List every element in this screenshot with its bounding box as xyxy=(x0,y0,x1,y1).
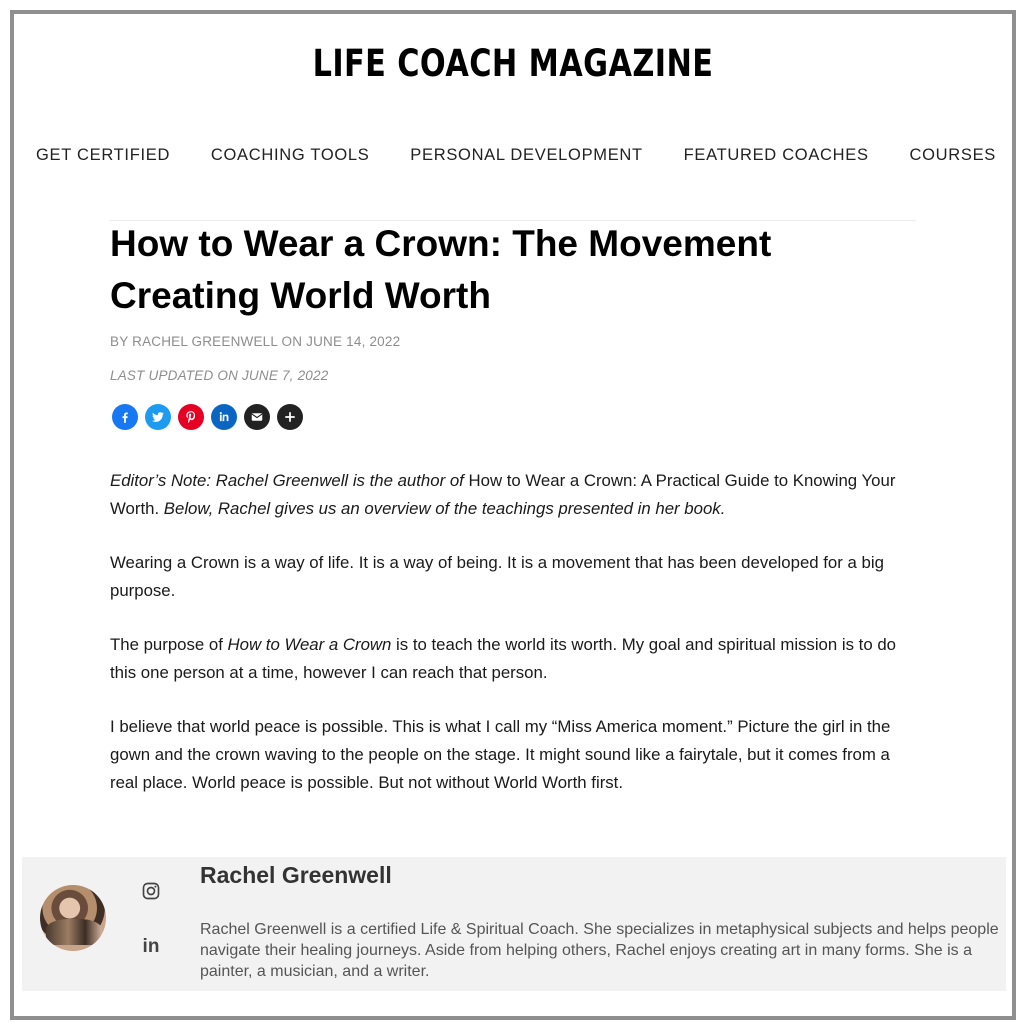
article-byline: BY RACHEL GREENWELL ON JUNE 14, 2022 xyxy=(110,334,401,349)
nav-item-featured-coaches[interactable]: FEATURED COACHES xyxy=(683,146,869,164)
linkedin-icon[interactable] xyxy=(211,404,237,430)
nav-item-courses[interactable]: COURSES xyxy=(909,146,996,164)
twitter-icon[interactable] xyxy=(145,404,171,430)
nav-item-get-certified[interactable]: GET CERTIFIED xyxy=(36,146,171,164)
editor-note-outro: Below, Rachel gives us an overview of the teachings presented in her book. xyxy=(159,499,726,518)
nav-item-personal-development[interactable]: PERSONAL DEVELOPMENT xyxy=(410,146,643,164)
book-title-italic: How to Wear a Crown xyxy=(227,635,392,654)
author-name[interactable]: Rachel Greenwell xyxy=(200,862,392,888)
article-title: How to Wear a Crown: The Movement Creating World Worth xyxy=(110,223,772,316)
pinterest-icon[interactable] xyxy=(178,404,204,430)
main-nav xyxy=(36,146,996,165)
site-title[interactable]: LIFE COACH MAGAZINE xyxy=(312,42,714,85)
editor-note-book-title: How to Wear a Crown: A Practical Guide to Knowing Your Worth. xyxy=(110,471,896,518)
page-frame xyxy=(10,10,1016,1020)
facebook-icon[interactable] xyxy=(112,404,138,430)
share-more-icon[interactable] xyxy=(277,404,303,430)
article-body xyxy=(110,467,920,823)
paragraph xyxy=(110,631,920,687)
author-bio: Rachel Greenwell is a certified Life & Spiritual Coach. She specializes in metaphysical subjects and helps people navigate their healing journeys. Aside from helping others, Rachel enjoys creating art in many forms. She is a painter, a musician, and a writer. xyxy=(200,921,999,980)
email-icon[interactable] xyxy=(244,404,270,430)
nav-item-coaching-tools[interactable]: COACHING TOOLS xyxy=(210,146,370,164)
share-bar xyxy=(112,404,303,430)
paragraph: I believe that world peace is possible. This is what I call my “Miss America moment.” Picture the girl in the gown and the crown waving to the people on the stage. It might sound like a fairytale, but it comes from a real place. World peace is possible. But not without World Worth first. xyxy=(110,717,891,792)
instagram-icon[interactable] xyxy=(140,880,162,902)
editor-note-intro: Editor’s Note: Rachel Greenwell is the author of xyxy=(110,471,464,490)
avatar[interactable] xyxy=(40,885,106,951)
paragraph-text: is to teach the world its worth. My goal and spiritual mission is to do this one person at a time, however I can reach that person. xyxy=(110,635,896,682)
editor-note xyxy=(110,467,920,523)
author-box xyxy=(22,857,1006,991)
paragraph-text: The purpose of xyxy=(110,635,228,654)
paragraph: Wearing a Crown is a way of life. It is a way of being. It is a movement that has been developed for a big purpose. xyxy=(110,553,884,600)
article-updated-date: LAST UPDATED ON JUNE 7, 2022 xyxy=(110,368,329,383)
linkedin-icon[interactable]: in xyxy=(142,936,160,957)
